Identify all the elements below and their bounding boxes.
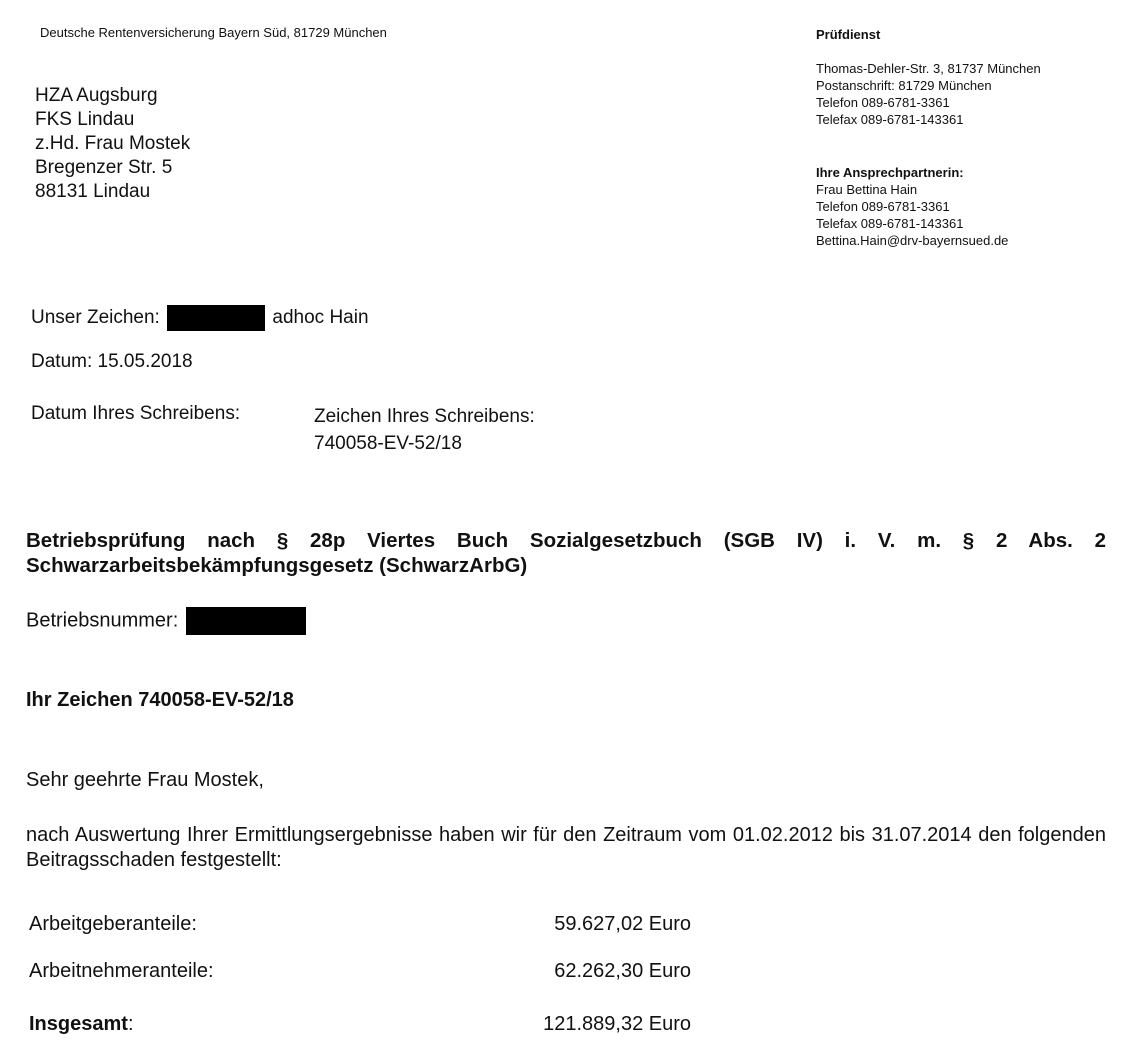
sender-info-sidebar [816, 26, 1041, 249]
office-phone: Telefon 089-6781-3361 [816, 95, 950, 110]
amount-value: 59.627,02 Euro [554, 913, 691, 935]
amount-row-employee [29, 960, 691, 983]
contact-heading: Ihre Ansprechpartnerin: [816, 165, 964, 180]
postal-address: Postanschrift: 81729 München [816, 78, 992, 93]
amount-row-employer [29, 913, 691, 936]
your-reference-heading: Ihr Zeichen 740058-EV-52/18 [26, 689, 294, 711]
sender-return-address: Deutsche Rentenversicherung Bayern Süd, 81729 München [40, 25, 387, 40]
contact-email: Bettina.Hain@drv-bayernsued.de [816, 233, 1009, 248]
redacted-block [167, 305, 265, 331]
amount-value: 121.889,32 Euro [543, 1013, 691, 1035]
your-letter-date-label: Datum Ihres Schreibens: [31, 403, 241, 424]
total-label: Insgesamt [29, 1013, 128, 1035]
body-paragraph: nach Auswertung Ihrer Ermittlungsergebnisse haben wir für den Zeitraum vom 01.02.2012 bis 31.07.2014 den folgenden Beitragsschaden festgestellt: [26, 824, 1106, 871]
recipient-line: z.Hd. Frau Mostek [35, 133, 191, 154]
our-reference-label: Unser Zeichen: [31, 307, 160, 329]
recipient-address [35, 84, 190, 204]
our-reference [31, 305, 369, 331]
amount-row-total [29, 1013, 691, 1036]
your-reference-block [314, 403, 535, 457]
redacted-block [186, 607, 306, 635]
recipient-line: 88131 Lindau [35, 181, 151, 202]
department-name: Prüfdienst [816, 27, 881, 42]
recipient-line: Bregenzer Str. 5 [35, 157, 173, 178]
contact-name: Frau Bettina Hain [816, 182, 918, 197]
our-reference-suffix: adhoc Hain [272, 307, 369, 329]
your-reference-value: 740058-EV-52/18 [314, 433, 462, 454]
recipient-line: FKS Lindau [35, 109, 135, 130]
contact-fax: Telefax 089-6781-143361 [816, 216, 964, 231]
business-number [26, 607, 1106, 635]
amount-label-total [29, 1013, 134, 1036]
office-fax: Telefax 089-6781-143361 [816, 112, 964, 127]
your-reference-label: Zeichen Ihres Schreibens: [314, 406, 535, 427]
office-address: Thomas-Dehler-Str. 3, 81737 München [816, 61, 1041, 76]
amount-label: Arbeitnehmeranteile: [29, 960, 214, 982]
total-label-colon: : [127, 1013, 134, 1035]
letter-date: Datum: 15.05.2018 [31, 351, 193, 372]
salutation: Sehr geehrte Frau Mostek, [26, 769, 264, 791]
business-number-label: Betriebsnummer: [26, 609, 179, 632]
amount-value: 62.262,30 Euro [554, 960, 691, 982]
amount-label: Arbeitgeberanteile: [29, 913, 197, 935]
letter-subject: Betriebsprüfung nach § 28p Viertes Buch Sozialgesetzbuch (SGB IV) i. V. m. § 2 Abs. 2 Schwarzarbeitsbekämpfungsgesetz (SchwarzArbG) [26, 529, 1106, 577]
contact-phone: Telefon 089-6781-3361 [816, 199, 950, 214]
recipient-line: HZA Augsburg [35, 85, 158, 106]
